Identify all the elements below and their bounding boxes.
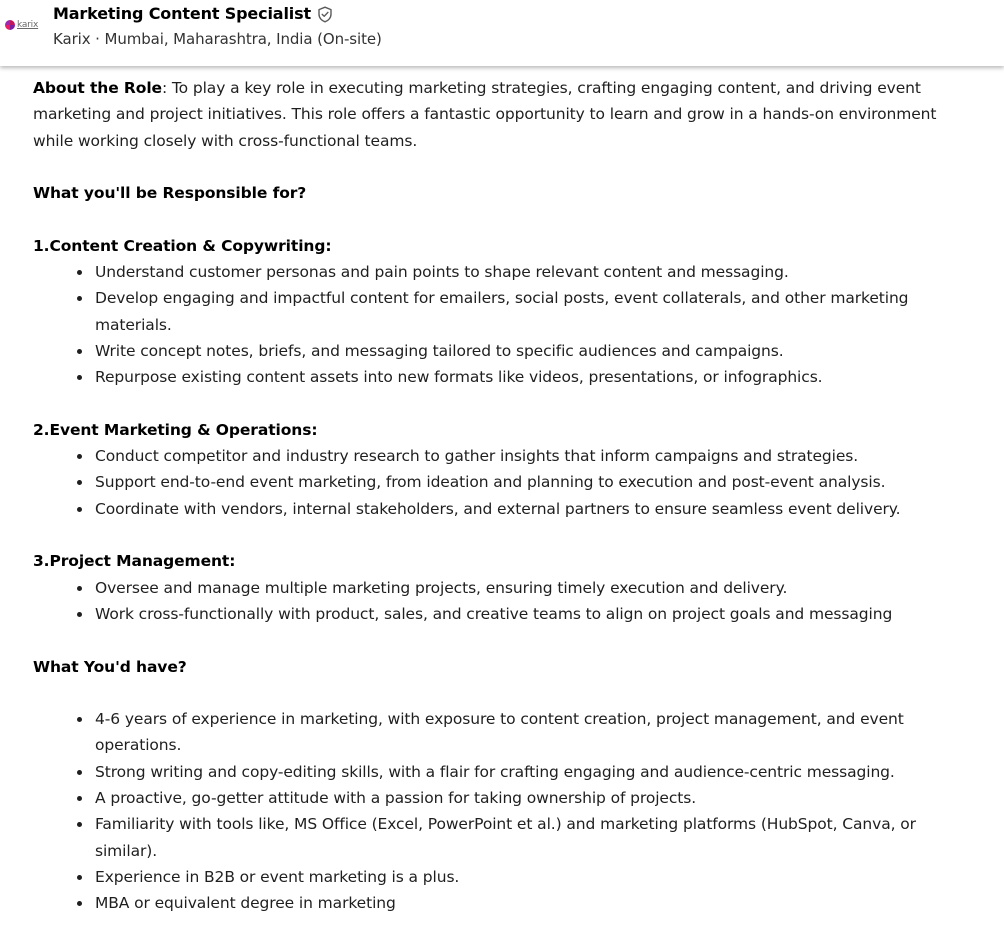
company-logo[interactable] (5, 17, 43, 33)
event-marketing-list (33, 443, 973, 522)
list-item: A proactive, go-getter attitude with a passion for taking ownership of projects. (95, 785, 973, 811)
section-title-content-creation: 1.Content Creation & Copywriting: (33, 236, 332, 255)
list-item: Oversee and manage multiple marketing projects, ensuring timely execution and delivery. (95, 575, 973, 601)
content-creation-list (33, 259, 973, 390)
karix-logo-icon (5, 20, 15, 30)
requirements-heading: What You'd have? (33, 657, 187, 676)
requirements-list (33, 706, 973, 916)
list-item: Coordinate with vendors, internal stakeholders, and external partners to ensure seamless event delivery. (95, 496, 973, 522)
verified-shield-icon (317, 6, 333, 23)
project-management-list (33, 575, 973, 628)
list-item: Experience in B2B or event marketing is a plus. (95, 864, 973, 890)
list-item: Understand customer personas and pain points to shape relevant content and messaging. (95, 259, 973, 285)
job-description (33, 75, 973, 917)
job-title-text: Marketing Content Specialist (53, 4, 311, 23)
list-item: Strong writing and copy-editing skills, with a flair for crafting engaging and audience-centric messaging. (95, 759, 973, 785)
list-item: MBA or equivalent degree in marketing (95, 890, 973, 916)
list-item: Develop engaging and impactful content for emailers, social posts, event collaterals, and other marketing materials. (95, 285, 973, 338)
list-item: Write concept notes, briefs, and messaging tailored to specific audiences and campaigns. (95, 338, 973, 364)
list-item: Repurpose existing content assets into new formats like videos, presentations, or infographics. (95, 364, 973, 390)
about-text: : To play a key role in executing marketing strategies, crafting engaging content, and driving event marketing and project initiatives. This role offers a fantastic opportunity to learn and grow in a hands-on environment while working closely with cross-functional teams. (33, 79, 937, 150)
about-label: About the Role (33, 79, 162, 97)
list-item: Conduct competitor and industry research to gather insights that inform campaigns and strategies. (95, 443, 973, 469)
section-title-event-marketing: 2.Event Marketing & Operations: (33, 420, 318, 439)
job-company-location: Karix · Mumbai, Maharashtra, India (On-site) (53, 30, 382, 48)
job-title (53, 3, 333, 25)
job-header (0, 0, 1004, 66)
list-item: Work cross-functionally with product, sales, and creative teams to align on project goals and messaging (95, 601, 973, 627)
about-paragraph (33, 75, 973, 154)
section-title-project-management: 3.Project Management: (33, 552, 236, 571)
responsibilities-heading: What you'll be Responsible for? (33, 184, 307, 203)
list-item: Support end-to-end event marketing, from ideation and planning to execution and post-event analysis. (95, 469, 973, 495)
company-logo-text: karix (17, 20, 39, 30)
list-item: 4-6 years of experience in marketing, with exposure to content creation, project management, and event operations. (95, 706, 973, 759)
list-item: Familiarity with tools like, MS Office (Excel, PowerPoint et al.) and marketing platforms (HubSpot, Canva, or similar). (95, 811, 973, 864)
